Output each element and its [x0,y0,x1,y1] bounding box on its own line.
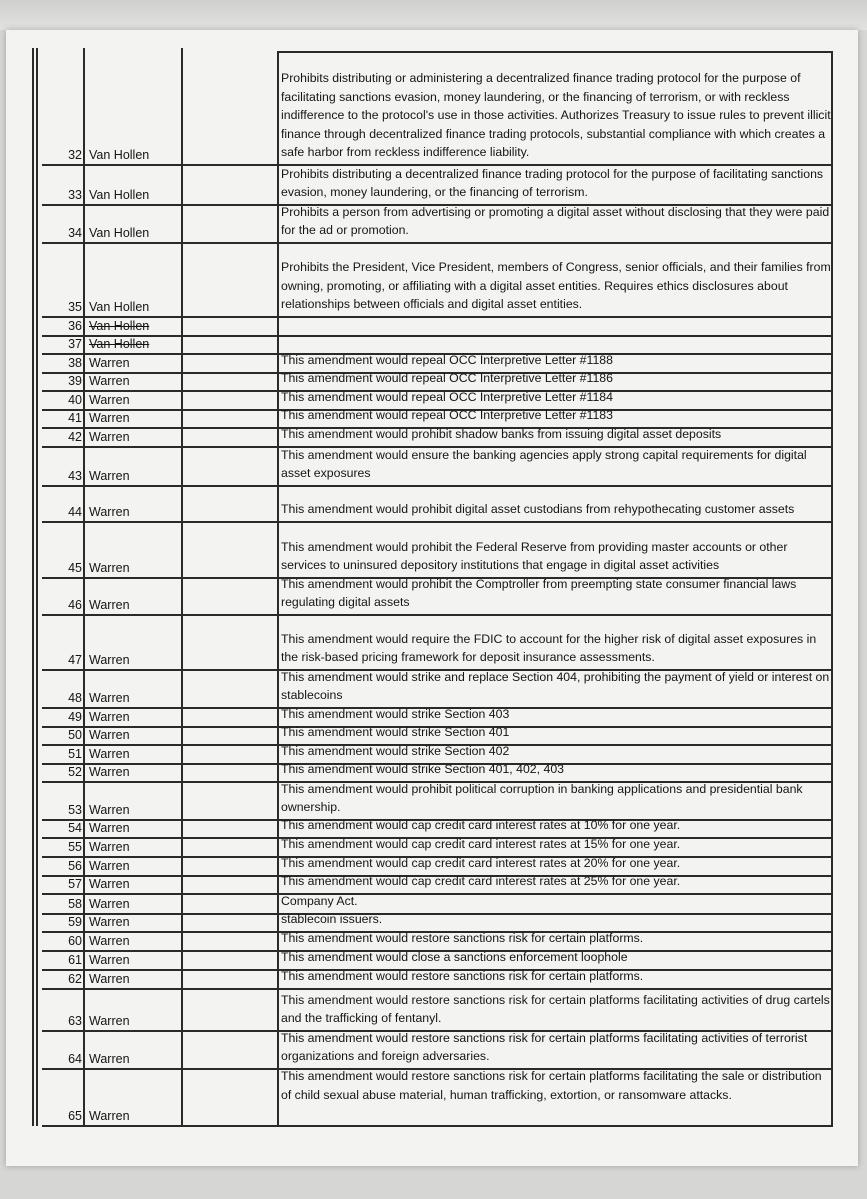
amendment-description: This amendment would require the FDIC to account for the higher risk of digital asset exposures in the risk-based pricing framework for deposit insurance assessments. [281,631,817,665]
amendment-number: 51 [68,747,82,761]
page-background [0,0,867,30]
sponsor-name: Warren [89,840,130,854]
sponsor-name: Warren [89,803,130,817]
amendment-description: Prohibits the President, Vice President, members of Congress, senior officials, and their families from owning, promoting, or affiliating with a digital asset entities. Requires ethics disclosures about relationships between officials and digital asset entities. [281,260,831,312]
amendment-description: This amendment would repeal OCC Interpretive Letter #1188 [281,353,613,368]
amendment-number: 44 [68,505,82,519]
amendment-number: 40 [68,393,82,407]
amendment-description: This amendment would restore sanctions risk for certain platforms facilitating activities of terrorist organizations and foreign adversaries. [281,1030,808,1064]
column-divider-description [277,51,279,1126]
amendment-number: 50 [68,728,82,742]
amendment-number: 36 [68,319,82,333]
amendment-description: This amendment would prohibit the Federal Reserve from providing master accounts or other services to uninsured depository institutions that engage in digital asset activities [281,539,788,573]
sponsor-name: Warren [89,469,130,483]
row-divider [42,485,833,487]
sponsor-name: Van Hollen [89,226,150,240]
amendment-number: 43 [68,469,82,483]
sponsor-name: Warren [89,1109,130,1123]
sponsor-name: Warren [89,653,130,667]
amendment-number: 39 [68,374,82,388]
column-divider-name [181,48,183,1126]
amendment-number: 59 [68,915,82,929]
sponsor-name: Warren [89,411,130,425]
sponsor-name: Warren [89,934,130,948]
row-divider [42,1125,833,1127]
amendment-number: 65 [68,1109,82,1123]
sponsor-name: Warren [89,953,130,967]
sponsor-name: Warren [89,747,130,761]
amendment-number: 53 [68,803,82,817]
amendment-description: This amendment would close a sanctions enforcement loophole [281,950,628,965]
amendment-description: This amendment would cap credit card interest rates at 15% for one year. [281,837,681,852]
amendment-description: stablecoin issuers. [281,912,383,927]
amendment-description: This amendment would repeal OCC Interpretive Letter #1183 [281,408,613,423]
amendment-number: 56 [68,859,82,873]
amendment-description: This amendment would strike Section 403 [281,707,510,722]
column-divider-number [83,48,85,1126]
sponsor-name: Warren [89,1052,130,1066]
sponsor-name: Van Hollen [89,148,150,162]
amendment-description: Prohibits distributing a decentralized finance trading protocol for the purpose of facilitating sanctions evasion, money laundering, or the financing of terrorism. [281,166,824,200]
amendment-description: This amendment would restore sanctions risk for certain platforms facilitating the sale or distribution of child sexual abuse material, human trafficking, extortion, or ransomware attacks. [281,1069,822,1102]
amendment-description: This amendment would ensure the banking agencies apply strong capital requirements for digital asset exposures [281,447,807,481]
amendment-number: 32 [68,148,82,162]
sponsor-name: Warren [89,1014,130,1028]
amendment-number: 61 [68,953,82,967]
sponsor-name: Warren [89,710,130,724]
sponsor-name: Van Hollen [89,188,150,202]
amendment-description: This amendment would prohibit shadow banks from issuing digital asset deposits [281,427,722,442]
row-divider [42,521,833,523]
sponsor-name: Warren [89,598,130,612]
table-top-border [277,51,833,53]
amendment-number: 54 [68,821,82,835]
amendment-number: 64 [68,1052,82,1066]
amendment-description: This amendment would strike and replace Section 404, prohibiting the payment of yield or interest on stablecoins [281,669,830,703]
table-left-border-outer [32,48,34,1126]
amendment-description: This amendment would prohibit political corruption in banking applications and presidential bank ownership. [281,781,803,815]
row-divider [42,316,833,318]
sponsor-name: Warren [89,691,130,705]
amendment-number: 49 [68,710,82,724]
amendment-number: 45 [68,561,82,575]
sponsor-name: Warren [89,561,130,575]
amendment-description: Prohibits distributing or administering a decentralized finance trading protocol for the purpose of facilitating sanctions evasion, money laundering, or the financing of terrorism, or with reckless indifference to the protocol's use in those activities. Authorizes Treasury to issue rules to prevent illicit finance through decentralized finance trading protocols, substantial compliance with which creates a safe harbor from reckless indifference liability. [281,71,831,160]
amendment-description: This amendment would strike Section 402 [281,744,510,759]
amendment-number: 63 [68,1014,82,1028]
amendment-number: 55 [68,840,82,854]
amendment-description: This amendment would strike Section 401 [281,725,510,740]
amendment-description: This amendment would repeal OCC Interpretive Letter #1184 [281,390,613,405]
amendment-description: This amendment would cap credit card interest rates at 25% for one year. [281,874,681,889]
sponsor-name: Warren [89,877,130,891]
amendment-description: This amendment would strike Section 401, 402, 403 [281,762,564,777]
sponsor-name: Warren [89,505,130,519]
amendment-number: 37 [68,337,82,351]
amendment-description: This amendment would prohibit the Comptroller from preempting state consumer financial laws regulating digital assets [281,576,797,610]
sponsor-name: Warren [89,859,130,873]
sponsor-name: Van Hollen [89,300,150,314]
table-left-border-inner [36,48,38,1126]
amendment-description: This amendment would cap credit card interest rates at 10% for one year. [281,818,681,833]
sponsor-name: Warren [89,728,130,742]
amendment-description: This amendment would restore sanctions risk for certain platforms. [281,969,644,984]
sponsor-name: Warren [89,765,130,779]
amendment-number: 38 [68,356,82,370]
amendment-number: 47 [68,653,82,667]
amendment-description: This amendment would restore sanctions risk for certain platforms. [281,931,644,946]
amendment-number: 46 [68,598,82,612]
amendment-number: 34 [68,226,82,240]
amendment-description: Company Act. [281,894,358,909]
amendment-number: 41 [68,411,82,425]
row-divider [42,988,833,990]
sponsor-name: Warren [89,821,130,835]
sponsor-name: Warren [89,374,130,388]
amendment-number: 52 [68,765,82,779]
amendment-number: 33 [68,188,82,202]
amendment-number: 42 [68,430,82,444]
amendment-description: This amendment would repeal OCC Interpretive Letter #1186 [281,371,613,386]
sponsor-name: Van Hollen [89,337,150,351]
amendment-description: This amendment would restore sanctions risk for certain platforms facilitating activities of drug cartels and the trafficking of fentanyl. [281,992,830,1026]
sponsor-name: Van Hollen [89,319,150,333]
sponsor-name: Warren [89,915,130,929]
amendment-number: 58 [68,897,82,911]
amendment-number: 57 [68,877,82,891]
row-divider [42,242,833,244]
sponsor-name: Warren [89,897,130,911]
sponsor-name: Warren [89,356,130,370]
amendment-number: 62 [68,972,82,986]
sponsor-name: Warren [89,393,130,407]
amendment-description: This amendment would cap credit card interest rates at 20% for one year. [281,856,681,871]
amendment-number: 35 [68,300,82,314]
amendment-description: Prohibits a person from advertising or promoting a digital asset without disclosing that they were paid for the ad or promotion. [281,204,830,238]
amendment-number: 60 [68,934,82,948]
amendment-description: This amendment would prohibit digital asset custodians from rehypothecating customer assets [281,502,795,517]
row-divider [42,614,833,616]
sponsor-name: Warren [89,430,130,444]
amendment-number: 48 [68,691,82,705]
sponsor-name: Warren [89,972,130,986]
